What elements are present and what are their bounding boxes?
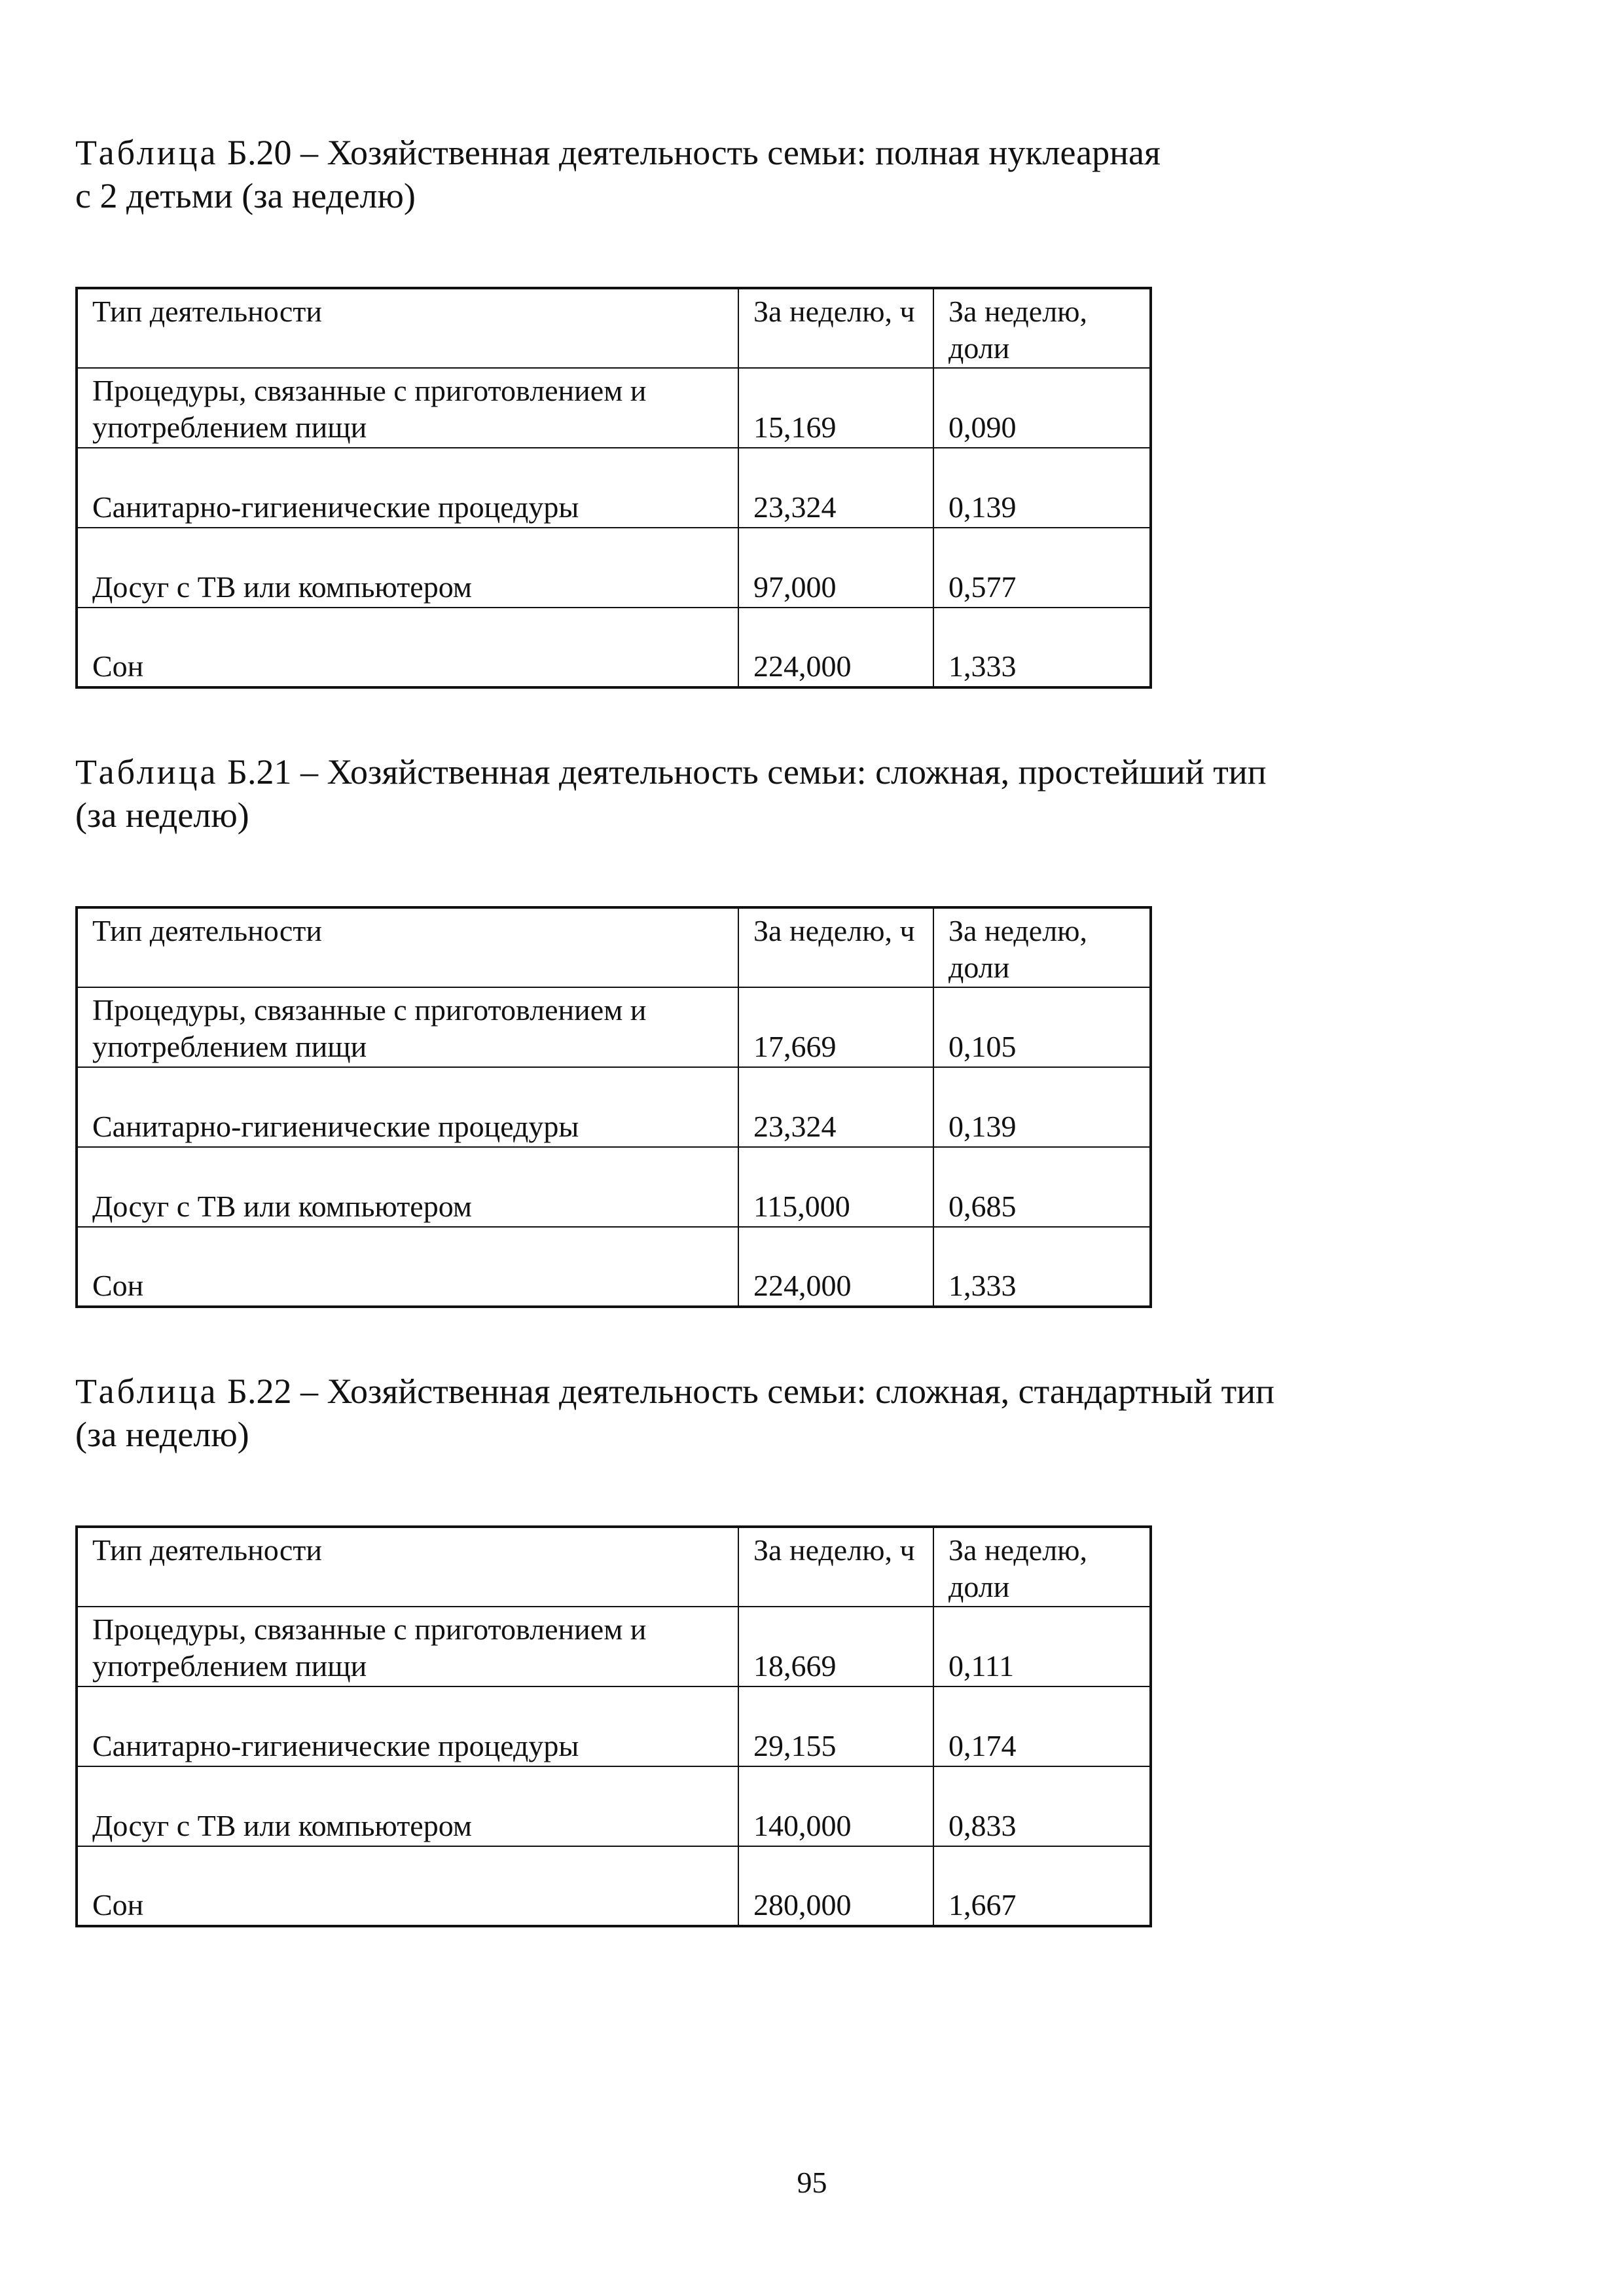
table-row (77, 368, 1151, 448)
cell-share: 0,174 (933, 1686, 1151, 1766)
table-header-row (77, 1527, 1151, 1607)
header-share: За неделю, доли (933, 1527, 1151, 1607)
cell-activity: Досуг с ТВ или компьютером (77, 528, 738, 608)
caption-lead: Таблица (75, 752, 219, 792)
table-row (77, 1846, 1151, 1926)
table-caption (75, 131, 1384, 217)
header-share: За неделю, доли (933, 907, 1151, 987)
caption-text-line2: с 2 детьми (за неделю) (75, 176, 416, 215)
cell-activity: Сон (77, 1227, 738, 1307)
table-header-row (77, 288, 1151, 368)
table-row (77, 1067, 1151, 1147)
header-hours: За неделю, ч (738, 1527, 933, 1607)
cell-share: 0,105 (933, 987, 1151, 1067)
table-row (77, 1227, 1151, 1307)
page-number: 95 (797, 2166, 827, 2199)
cell-hours: 280,000 (738, 1846, 933, 1926)
cell-hours: 224,000 (738, 608, 933, 687)
cell-hours: 15,169 (738, 368, 933, 448)
table-row (77, 448, 1151, 528)
cell-hours: 140,000 (738, 1766, 933, 1846)
cell-share: 1,333 (933, 1227, 1151, 1307)
cell-activity: Санитарно-гигиенические процедуры (77, 1067, 738, 1147)
cell-activity: Санитарно-гигиенические процедуры (77, 1686, 738, 1766)
cell-hours: 23,324 (738, 1067, 933, 1147)
table-row (77, 608, 1151, 687)
caption-text: Б.21 – Хозяйственная деятельность семьи: сложная, простейший тип (226, 752, 1267, 792)
table-row (77, 528, 1151, 608)
cell-share: 0,139 (933, 1067, 1151, 1147)
table-row (77, 1607, 1151, 1686)
cell-share: 0,139 (933, 448, 1151, 528)
cell-activity: Процедуры, связанные с приготовлением и употреблением пищи (77, 987, 738, 1067)
cell-share: 1,333 (933, 608, 1151, 687)
cell-hours: 29,155 (738, 1686, 933, 1766)
header-activity: Тип деятельности (77, 907, 738, 987)
cell-share: 0,833 (933, 1766, 1151, 1846)
cell-hours: 224,000 (738, 1227, 933, 1307)
table-block-b20 (75, 131, 1384, 689)
data-table (75, 906, 1152, 1308)
cell-activity: Сон (77, 608, 738, 687)
data-table (75, 287, 1152, 689)
caption-text: Б.20 – Хозяйственная деятельность семьи: полная нуклеарная (226, 133, 1161, 172)
table-block-b22 (75, 1370, 1384, 1927)
table-caption (75, 1370, 1384, 1456)
cell-activity: Санитарно-гигиенические процедуры (77, 448, 738, 528)
table-header-row (77, 907, 1151, 987)
data-table (75, 1525, 1152, 1927)
cell-share: 0,685 (933, 1147, 1151, 1227)
table-caption (75, 750, 1384, 837)
caption-lead: Таблица (75, 1372, 219, 1411)
caption-text-line2: (за неделю) (75, 795, 249, 835)
table-row (77, 1686, 1151, 1766)
cell-hours: 23,324 (738, 448, 933, 528)
cell-activity: Процедуры, связанные с приготовлением и употреблением пищи (77, 1607, 738, 1686)
cell-share: 1,667 (933, 1846, 1151, 1926)
cell-activity: Досуг с ТВ или компьютером (77, 1766, 738, 1846)
cell-share: 0,090 (933, 368, 1151, 448)
cell-hours: 18,669 (738, 1607, 933, 1686)
cell-activity: Процедуры, связанные с приготовлением и употреблением пищи (77, 368, 738, 448)
header-activity: Тип деятельности (77, 288, 738, 368)
header-hours: За неделю, ч (738, 288, 933, 368)
table-row (77, 987, 1151, 1067)
table-row (77, 1766, 1151, 1846)
cell-hours: 97,000 (738, 528, 933, 608)
cell-hours: 17,669 (738, 987, 933, 1067)
caption-text: Б.22 – Хозяйственная деятельность семьи: сложная, стандартный тип (226, 1372, 1275, 1411)
cell-share: 0,111 (933, 1607, 1151, 1686)
cell-share: 0,577 (933, 528, 1151, 608)
header-activity: Тип деятельности (77, 1527, 738, 1607)
cell-hours: 115,000 (738, 1147, 933, 1227)
cell-activity: Сон (77, 1846, 738, 1926)
page-content (75, 131, 1384, 1927)
header-share: За неделю, доли (933, 288, 1151, 368)
cell-activity: Досуг с ТВ или компьютером (77, 1147, 738, 1227)
caption-lead: Таблица (75, 133, 219, 172)
table-row (77, 1147, 1151, 1227)
header-hours: За неделю, ч (738, 907, 933, 987)
table-block-b21 (75, 750, 1384, 1308)
caption-text-line2: (за неделю) (75, 1415, 249, 1454)
